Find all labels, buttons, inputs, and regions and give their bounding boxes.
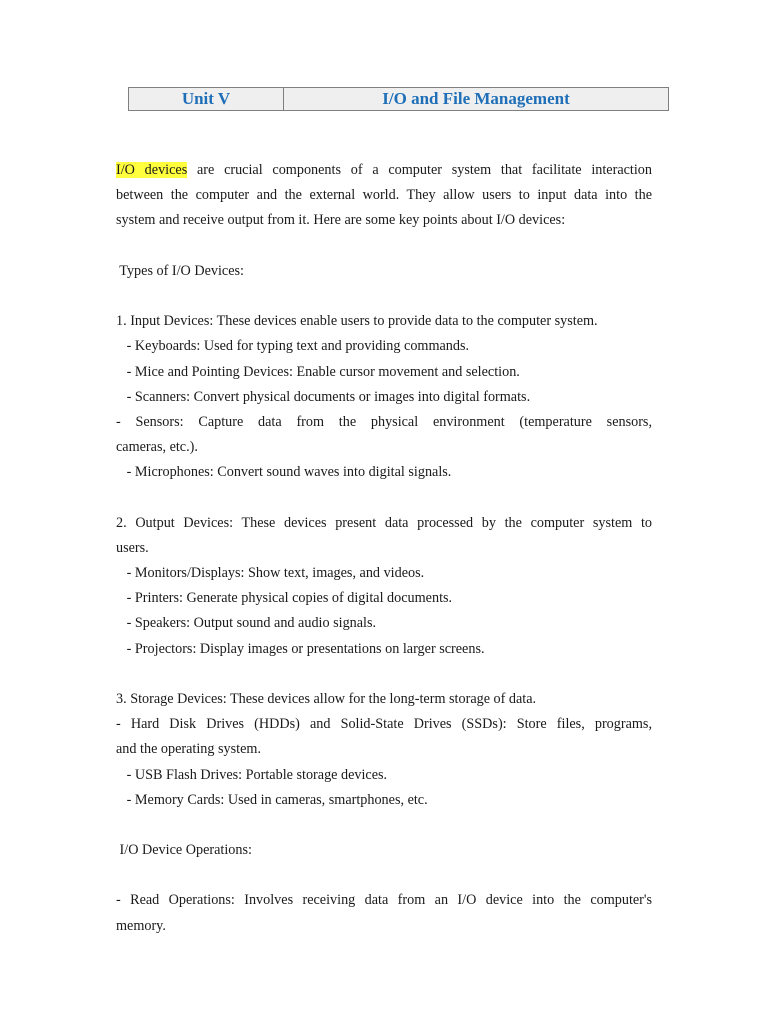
intro-line-1-text: are crucial components of a computer system that facilitate interaction xyxy=(187,162,652,178)
storage-item-hdd-line-1: - Hard Disk Drives (HDDs) and Solid-State Drives (SSDs): Store files, programs, xyxy=(116,716,652,733)
operations-heading: I/O Device Operations: xyxy=(116,842,252,859)
input-item-keyboards: - Keyboards: Used for typing text and providing commands. xyxy=(116,338,470,355)
document-body xyxy=(116,158,652,939)
read-operations-line-2: memory. xyxy=(116,917,166,934)
intro-line-1 xyxy=(116,158,652,183)
read-operations-line-1: - Read Operations: Involves receiving data from an I/O device into the computer's xyxy=(116,892,652,909)
output-devices-heading-line-2: users. xyxy=(116,539,149,556)
input-item-scanners: - Scanners: Convert physical documents or images into digital formats. xyxy=(116,388,531,405)
output-item-speakers: - Speakers: Output sound and audio signals. xyxy=(116,615,377,632)
storage-item-memory-cards: - Memory Cards: Used in cameras, smartphones, etc. xyxy=(116,791,428,808)
highlighted-term: I/O devices xyxy=(116,162,188,178)
storage-item-usb: - USB Flash Drives: Portable storage devices. xyxy=(116,766,388,783)
output-devices-heading-line-1: 2. Output Devices: These devices present data processed by the computer system to xyxy=(116,514,652,531)
input-item-sensors-line-1: - Sensors: Capture data from the physical environment (temperature sensors, xyxy=(116,413,652,430)
output-item-printers: - Printers: Generate physical copies of digital documents. xyxy=(116,590,453,607)
types-heading: Types of I/O Devices: xyxy=(116,262,244,279)
unit-header-table xyxy=(128,87,669,111)
input-item-microphones: - Microphones: Convert sound waves into digital signals. xyxy=(116,464,452,481)
input-item-mice: - Mice and Pointing Devices: Enable cursor movement and selection. xyxy=(116,363,520,380)
unit-title: I/O and File Management xyxy=(284,88,669,111)
storage-item-hdd-line-2: and the operating system. xyxy=(116,741,261,758)
output-item-monitors: - Monitors/Displays: Show text, images, and videos. xyxy=(116,565,425,581)
unit-number: Unit V xyxy=(129,88,284,111)
storage-devices-heading: 3. Storage Devices: These devices allow for the long-term storage of data. xyxy=(116,690,537,707)
input-devices-heading: 1. Input Devices: These devices enable users to provide data to the computer system. xyxy=(116,313,598,330)
output-item-projectors: - Projectors: Display images or presentations on larger screens. xyxy=(116,640,485,657)
input-item-sensors-line-2: cameras, etc.). xyxy=(116,439,198,456)
intro-line-2: between the computer and the external world. They allow users to input data into the xyxy=(116,187,652,204)
intro-line-3: system and receive output from it. Here are some key points about I/O devices: xyxy=(116,212,566,229)
